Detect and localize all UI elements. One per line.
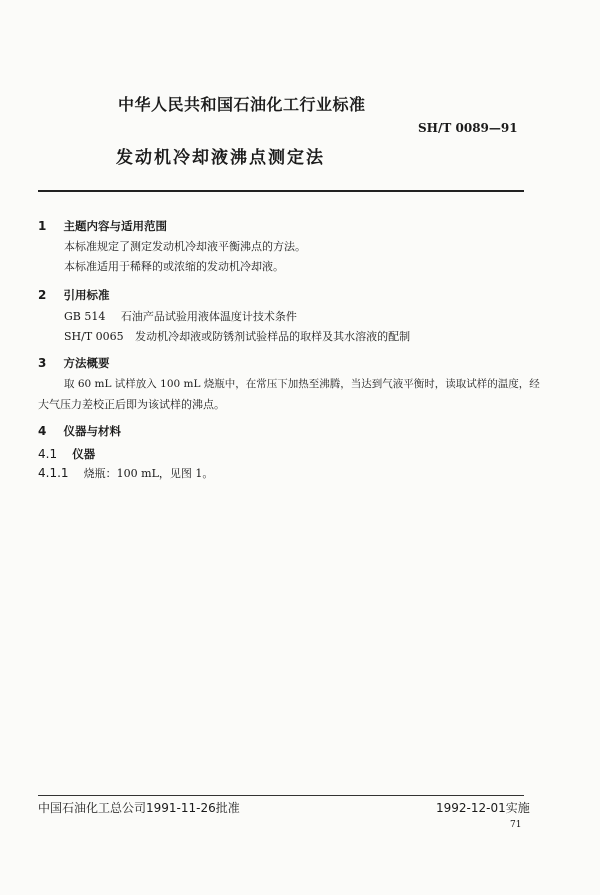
reference-code: GB 514 — [64, 310, 106, 323]
subsection-4-1 — [38, 443, 95, 462]
footer-rule — [38, 795, 524, 796]
header-rule — [38, 190, 524, 192]
reference-text: 石油产品试验用液体温度计技术条件 — [120, 310, 297, 323]
section-number: 2 — [38, 288, 47, 302]
section-3-line-1: 取 60 mL 试样放入 100 mL 烧瓶中，在常压下加热至沸腾，当达到气液平衡时，读取试样的温度，经 — [64, 378, 540, 390]
reference-item — [64, 328, 410, 344]
section-title: 仪器与材料 — [63, 424, 121, 438]
section-number: 4 — [38, 424, 47, 438]
reference-text: 发动机冷却液或防锈剂试验样品的取样及其水溶液的配制 — [135, 330, 411, 343]
section-4-heading — [38, 420, 121, 439]
section-1-heading — [38, 215, 167, 234]
page-number: 71 — [510, 820, 522, 830]
implementation-text: 1992-12-01实施 — [436, 801, 530, 815]
section-3-heading — [38, 352, 109, 371]
section-title: 方法概要 — [63, 356, 110, 370]
section-3-line-2: 大气压力差校正后即为该试样的沸点。 — [38, 398, 225, 411]
section-2-heading — [38, 284, 109, 303]
reference-code: SH/T 0065 — [64, 330, 124, 343]
subsection-4-1-1 — [38, 462, 213, 481]
header-organization: 中华人民共和国石油化工行业标准 — [118, 95, 366, 114]
subsection-text: 烧瓶：100 mL，见图 1。 — [83, 467, 214, 480]
section-title: 引用标准 — [63, 288, 110, 302]
document-title: 发动机冷却液沸点测定法 — [116, 148, 325, 168]
standard-code: SH/T 0089—91 — [418, 121, 518, 135]
section-number: 1 — [38, 219, 47, 233]
subsection-title: 仪器 — [72, 447, 96, 461]
subsection-number: 4.1 — [38, 447, 58, 461]
section-1-paragraph-2: 本标准适用于稀释的或浓缩的发动机冷却液。 — [64, 260, 284, 273]
approval-text: 中国石油化工总公司1991-11-26批准 — [38, 801, 240, 815]
section-title: 主题内容与适用范围 — [63, 219, 167, 233]
section-1-paragraph-1: 本标准规定了测定发动机冷却液平衡沸点的方法。 — [64, 240, 306, 253]
section-number: 3 — [38, 356, 47, 370]
subsection-number: 4.1.1 — [38, 466, 69, 480]
reference-item — [64, 308, 297, 324]
